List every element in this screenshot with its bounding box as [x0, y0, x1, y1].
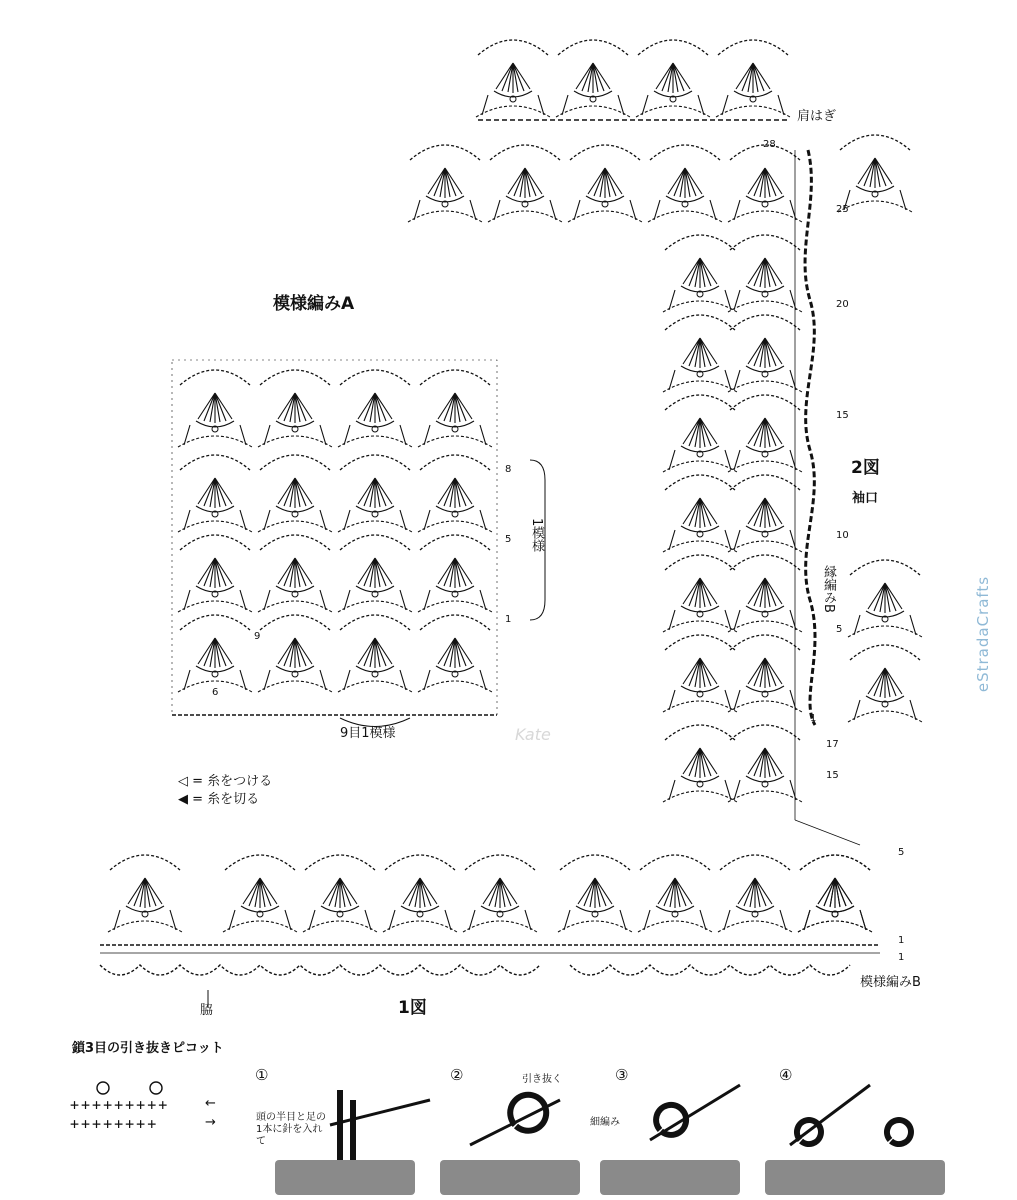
row-number: 28: [763, 139, 776, 150]
picot-symbol: [97, 1082, 162, 1094]
estradacrafts-watermark: eStradaCrafts: [974, 575, 993, 693]
row-number: 15: [826, 770, 839, 781]
fig2-title: 2図: [851, 458, 880, 478]
arrow-left: ←: [205, 1096, 216, 1111]
row-number: 1: [810, 713, 817, 724]
step-number: ①: [255, 1066, 269, 1084]
row-number: 5: [898, 847, 905, 858]
step-illustrations: [275, 1085, 945, 1195]
insert-note: 頭の半目と足の1本に針を入れて: [256, 1112, 326, 1147]
fig1-chart: [100, 855, 880, 1008]
stitch-row: ++++++++: [70, 1115, 159, 1133]
row-number: 8: [505, 464, 512, 475]
legend-item: [178, 775, 272, 788]
arrow-right: →: [205, 1115, 216, 1130]
sc-label: 細編み: [590, 1117, 620, 1128]
edging-b-label: 縁編みB: [821, 565, 836, 613]
row-number: 9: [254, 631, 261, 642]
row-number: 25: [836, 204, 849, 215]
row-number: 1: [505, 614, 512, 625]
pattern-b-label: 模様編みB: [860, 975, 921, 990]
row-number: 20: [836, 299, 849, 310]
legend-symbol: ◀: [178, 792, 188, 807]
row-number: 15: [836, 410, 849, 421]
fig2-chart: [663, 150, 922, 845]
shoulder-seam-label: 肩はぎ: [797, 109, 837, 124]
step-number: ④: [779, 1066, 793, 1084]
row-number: 10: [836, 530, 849, 541]
row-number: 17: [826, 739, 839, 750]
row-number: 1: [898, 935, 905, 946]
legend-symbol: ◁: [178, 774, 188, 789]
fig2-subtitle: 袖口: [852, 491, 879, 506]
pull-through-label: 引き抜く: [522, 1074, 562, 1085]
step-number: ③: [615, 1066, 629, 1084]
row-number: 5: [505, 534, 512, 545]
stitch-row: +++++++++: [70, 1096, 170, 1114]
kate-watermark: Kate: [515, 725, 551, 744]
repeat-note: 9目1模様: [340, 726, 396, 741]
row-number: 5: [836, 624, 843, 635]
side-label: 脇: [200, 1003, 214, 1018]
one-pattern-label: 1模様: [529, 518, 544, 553]
pattern-a-chart: [172, 360, 545, 727]
legend-item: [178, 793, 259, 806]
legend-text: = 糸をつける: [192, 774, 273, 789]
pattern-a-title: 模様編みA: [273, 294, 355, 314]
row-number: 6: [212, 687, 219, 698]
shoulder-chart: [408, 40, 912, 222]
fig1-title: 1図: [398, 998, 427, 1018]
picot-title: 鎖3目の引き抜きピコット: [72, 1041, 224, 1056]
row-number: 1: [898, 952, 905, 963]
step-number: ②: [450, 1066, 464, 1084]
legend-text: = 糸を切る: [192, 792, 260, 807]
